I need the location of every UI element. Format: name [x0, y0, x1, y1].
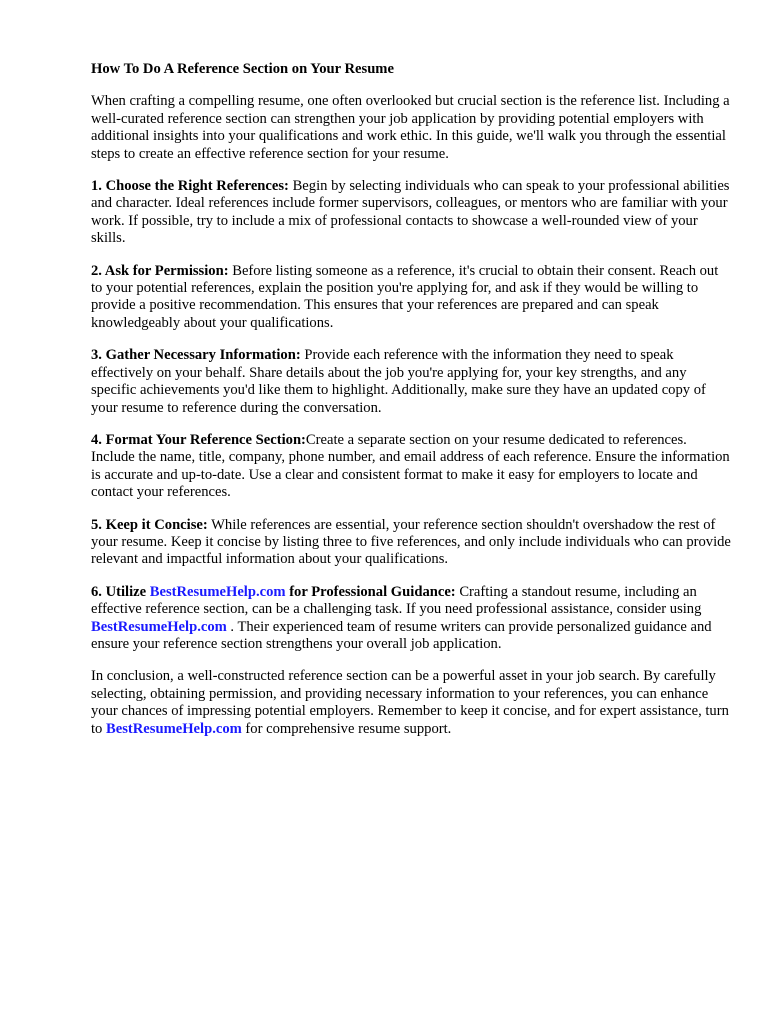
step-1-heading: 1. Choose the Right References: [91, 178, 289, 195]
step-6-heading-prefix: 6. Utilize [91, 583, 150, 600]
step-3-heading: 3. Gather Necessary Information: [91, 347, 301, 364]
step-2-heading: 2. Ask for Permission: [91, 262, 229, 279]
step-4-paragraph [91, 432, 731, 502]
document-title: How To Do A Reference Section on Your Resume [91, 61, 394, 77]
step-3-body: Provide each reference with the information they need to speak effectively on your behalf. Share details about the job you're applying for, your key strengths, and any specific achievements you'd like them to highlight. Additionally, make sure they have an updated copy of your resume to reference during the conversation. [91, 347, 706, 416]
step-5-heading: 5. Keep it Concise: [91, 516, 208, 533]
intro-paragraph: When crafting a compelling resume, one often overlooked but crucial section is the reference list. Including a well-curated reference section can strengthen your job application by providing potential employers with additional insights into your qualifications and work ethic. In this guide, we'll walk you through the essential steps to create an effective reference section for your resume. [91, 93, 730, 162]
document-page [91, 61, 731, 753]
step-6-paragraph [91, 584, 731, 654]
step-1-body: Begin by selecting individuals who can speak to your professional abilities and character. Ideal references include former supervisors, colleagues, or mentors who are familiar with your work. If possible, try to include a mix of professional contacts to showcase a well-rounded view of your skills. [91, 178, 730, 247]
conclusion-tail: for comprehensive resume support. [241, 720, 452, 737]
step-1-paragraph [91, 178, 731, 248]
step-6-body-1: Crafting a standout resume, including an effective reference section, can be a challenging task. If you need professional assistance, consider using [91, 583, 702, 618]
bestresumehelp-link[interactable]: BestResumeHelp.com [149, 583, 286, 600]
step-5-paragraph [91, 517, 731, 569]
bestresumehelp-link[interactable]: BestResumeHelp.com [106, 720, 242, 737]
conclusion-paragraph [91, 668, 731, 738]
step-5-body: While references are essential, your reference section shouldn't overshadow the rest of your resume. Keep it concise by listing three to five references, and only include individuals who can provide relevant and impactful information about your qualifications. [91, 516, 731, 568]
bestresumehelp-link[interactable]: BestResumeHelp.com [91, 618, 227, 635]
conclusion-body: In conclusion, a well-constructed reference section can be a powerful asset in your job search. By carefully selecting, obtaining permission, and providing necessary information to your references, you can enhance your chances of impressing potential employers. Remember to keep it concise, and for expert assistance, turn to [91, 668, 729, 737]
step-3-paragraph [91, 347, 731, 417]
step-4-heading: 4. Format Your Reference Section: [91, 431, 306, 448]
step-2-body: Before listing someone as a reference, it's crucial to obtain their consent. Reach out to your potential references, explain the position you're applying for, and ask if they would be willing to provide a positive recommendation. This ensures that your references are prepared and can speak knowledgeably about your qualifications. [91, 262, 719, 331]
step-2-paragraph [91, 263, 731, 333]
step-6-heading-suffix: for Professional Guidance: [285, 583, 456, 600]
step-6-body-2: . Their experienced team of resume writers can provide personalized guidance and ensure your reference section strengthens your overall job application. [91, 618, 712, 652]
step-4-body: Create a separate section on your resume dedicated to references. Include the name, title, company, phone number, and email address of each reference. Ensure the information is accurate and up-to-date. Use a clear and consistent format to make it easy for employers to locate and contact your references. [91, 431, 730, 501]
